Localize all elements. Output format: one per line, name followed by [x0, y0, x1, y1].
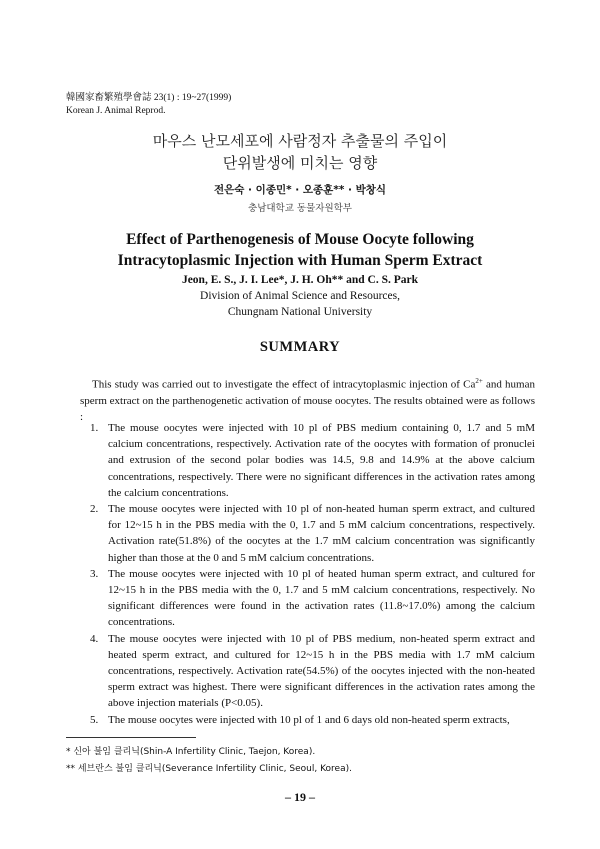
result-item	[80, 712, 535, 728]
journal-citation-korean: 韓國家畜繁殖學會誌 23(1) : 19~27(1999)	[66, 93, 232, 103]
english-title-line-1: Effect of Parthenogenesis of Mouse Oocyte following	[126, 231, 474, 248]
result-item	[80, 501, 535, 566]
page-number: – 19 –	[285, 790, 315, 804]
result-text: The mouse oocytes were injected with 10 pl of PBS medium, non-heated sperm extract and heated sperm extract, and cultured for 12~15 h in the PBS media with 1.7 mM calcium concentrations, respectively. Activation rate(54.5%) of the oocytes injected with the non-heated sperm extract was highest. There were significant differences in the activation rates among the above injection materials (P<0.05).	[108, 632, 535, 710]
journal-citation-english: Korean J. Animal Reprod.	[66, 106, 166, 116]
intro-text-part-2: and human sperm extract on the parthenogenetic activation of mouse oocytes. The results obtained were as follows :	[80, 378, 535, 424]
result-item	[80, 631, 535, 712]
english-authors: Jeon, E. S., J. I. Lee*, J. H. Oh** and C. S. Park	[181, 274, 419, 286]
korean-authors: 전은숙 · 이종민* · 오종훈** · 박창식	[213, 184, 387, 196]
result-text: The mouse oocytes were injected with 10 pl of heated human sperm extract, and cultured for 12~15 h in the PBS media with the 0, 1.7 and 5 mM calcium concentrations, respectively. No significant differences were found in the activation rates (11.8~17.0%) among the calcium concentrations.	[108, 567, 535, 629]
journal-citation	[66, 92, 231, 118]
footnote-2: ** 세브란스 불임 클리닉(Severance Infertility Clinic, Seoul, Korea).	[66, 764, 352, 774]
intro-text-part-1: This study was carried out to investigate the effect of intracytoplasmic injection of Ca	[92, 378, 476, 391]
result-item	[80, 420, 535, 501]
korean-affiliation: 충남대학교 동물자원학부	[248, 203, 352, 214]
summary-intro-paragraph	[80, 373, 535, 425]
english-title-line-2: Intracytoplasmic Injection with Human Sperm Extract	[117, 252, 483, 269]
result-number: 1.	[90, 422, 99, 434]
korean-title-line-2: 단위발생에 미치는 영향	[222, 154, 378, 172]
result-number: 2.	[90, 503, 99, 516]
intro-superscript: 2+	[475, 377, 483, 385]
korean-title-line-1: 마우스 난모세포에 사람정자 추출물의 주입이	[152, 132, 448, 150]
footnote-1: * 신아 불임 클리닉(Shin-A Infertility Clinic, Taejon, Korea).	[66, 747, 316, 757]
english-affiliation-line-1: Division of Animal Science and Resources,	[200, 290, 400, 302]
result-text: The mouse oocytes were injected with 10 pl of 1 and 6 days old non-heated sperm extracts,	[108, 713, 510, 726]
result-item	[80, 566, 535, 631]
result-number: 5.	[90, 713, 99, 726]
footnote-divider	[66, 737, 196, 738]
summary-heading: SUMMARY	[259, 339, 341, 355]
results-list	[80, 420, 535, 728]
result-text: The mouse oocytes were injected with 10 pl of non-heated human sperm extract, and cultured for 12~15 h in the PBS media with the 0, 1.7 and 5 mM calcium concentrations, respectively. Activation rate(51.8%) of the oocytes at the 1.7 mM calcium concentration was significantly higher than those at the 0 and 5 mM calcium concentrations.	[108, 503, 535, 564]
result-number: 3.	[90, 567, 99, 580]
result-text: The mouse oocytes were injected with 10 pl of PBS medium containing 0, 1.7 and 5 mM calcium concentrations, respectively. Activation rate of the oocytes with formation of pronuclei and extrusion of the second polar bodies was 14.5, 9.8 and 14.9% at the above calcium concentrations, respectively. There were no significant differences in the activation rates among the calcium concentrations.	[108, 422, 535, 499]
result-number: 4.	[90, 632, 99, 645]
english-affiliation-line-2: Chungnam National University	[227, 306, 373, 318]
